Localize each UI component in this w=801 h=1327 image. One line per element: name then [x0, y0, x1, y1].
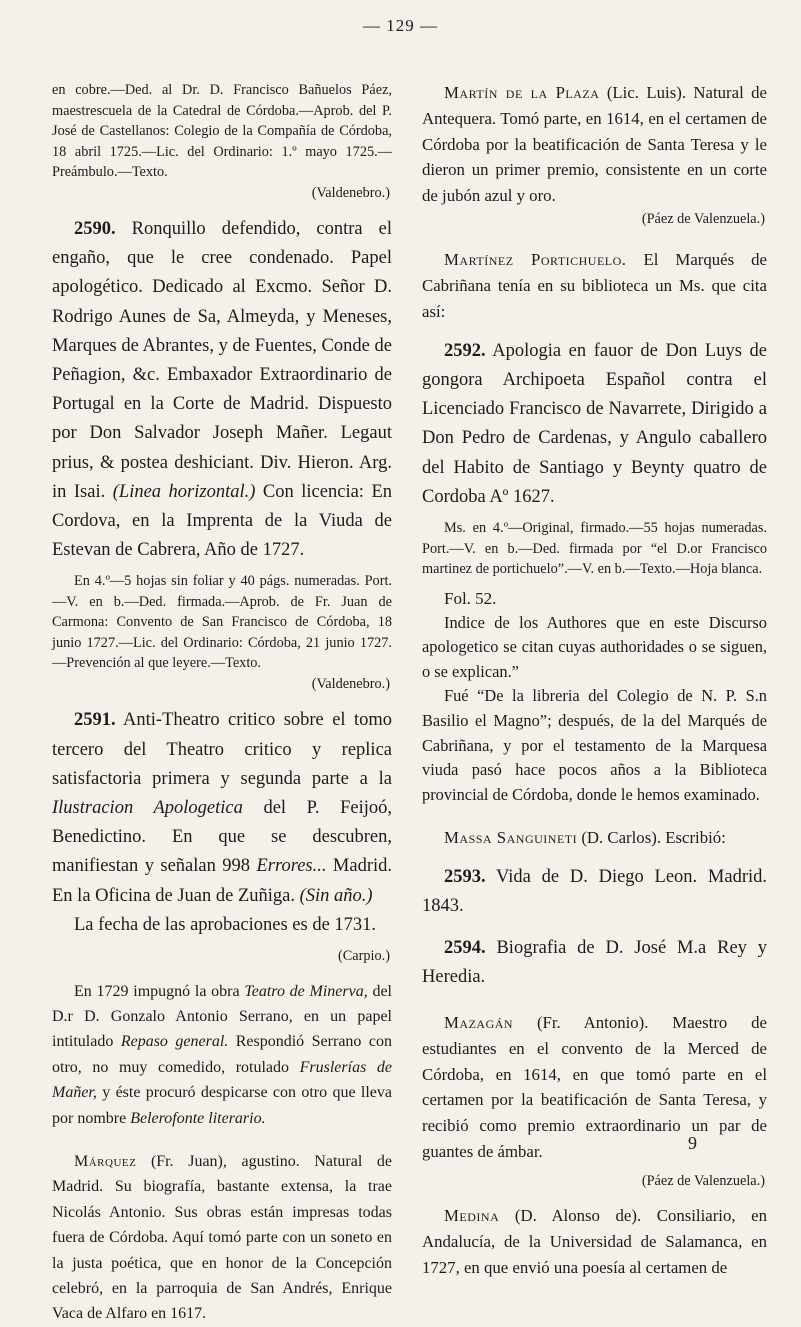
entry-text: Vida de D. Diego Leon. Madrid. 1843. — [422, 867, 768, 917]
author-text: (D. Alonso de). Consiliario, en Andalucía, de la Universidad de Salamanca, en 1727, en que envió una poesía al certamen de — [422, 1206, 767, 1277]
entry-number: 2590. — [74, 219, 116, 239]
note-text: y éste procuró despicarse con otro que lleva por nombre — [52, 1084, 392, 1127]
author-entry-medina — [422, 1203, 767, 1280]
entry-text: del P. Feijoó, Benedictino. En que se descubren, manifiestan y señalan 998 — [52, 798, 392, 877]
entry-text: Madrid. En la Oficina de Juan de Zuñiga. — [52, 856, 392, 906]
entry-2591-note — [52, 979, 392, 1131]
entry-continuation: en cobre.—Ded. al Dr. D. Francisco Bañuelos Páez, maestrescuela de la Catedral de Córdoba.—Aprob. del P. José de Castellanos: Colegio de la Compañía de Córdoba, 18 abril 1725.—Lic. del Ordinario: 1.º mayo 1725.—Preámbulo.—Texto. — [52, 82, 392, 180]
source-citation: (Carpio.) — [337, 948, 390, 965]
author-text: (Lic. Luis). Natural de Antequera. Tomó parte, en 1614, en el certamen de Córdoba por la beatificación de Santa Teresa y le dieron un primer premio, consistente en un corte de jubón azul y oro. — [422, 83, 767, 206]
entry-italic: (Linea horizontal.) — [112, 481, 256, 502]
entry-text: Anti-Theatro critico sobre el tomo tercero del Theatro critico y replica satisfactoria primera y segunda parte a la — [52, 710, 392, 789]
entry-2594 — [422, 934, 767, 992]
signature-mark: 9 — [688, 1133, 697, 1153]
author-text: (D. Carlos). Escribió: — [577, 828, 726, 848]
entry-text: Ronquillo defendido, contra el engaño, que le cree condenado. Papel apologético. Dedicado al Excmo. Señor D. Rodrigo Aunes de Sa, Almeyda, y Meneses, Marques de Abrantes, y de Fuentes, Conde de Peñagion, &c. Embaxador Extraordinario de Portugal en la Corte de Madrid. Dispuesto por Don Salvador Joseph Mañer. Legaut prius, & postea deshiciant. Div. Hieron. Arg. in Isai. — [52, 219, 392, 502]
author-name: Massa Sanguineti — [444, 828, 578, 848]
entry-2590 — [52, 215, 392, 565]
note-text: Respondió Serrano con otro, no muy comedido, rotulado — [52, 1033, 392, 1076]
source-citation: (Páez de Valenzuela.) — [641, 1172, 765, 1189]
entry-number: 2592. — [444, 340, 486, 361]
author-entry-massa — [422, 825, 767, 851]
source-citation: (Valdenebro.) — [311, 675, 390, 692]
note-italic: Repaso general. — [120, 1033, 229, 1051]
provenance-note: Fué “De la libreria del Colegio de N. P. S.n Basilio el Magno”; después, de la del Marqués de Cabriñana, y por el testamento de la Marquesa viuda pasó hace pocos años a la Biblioteca provincial de Córdoba, donde le hemos examinado. — [422, 686, 767, 804]
author-entry-martinez — [422, 247, 767, 324]
entry-2593 — [422, 863, 767, 921]
entry-italic: Ilustracion Apologetica — [52, 798, 243, 819]
author-name: Mazagán — [444, 1012, 514, 1032]
entry-2591 — [52, 706, 392, 910]
left-column — [52, 80, 392, 1327]
right-column — [422, 80, 767, 1281]
author-text: (Fr. Antonio). Maestro de estudiantes en el convento de la Merced de Córdoba, en 1614, en que tomó parte en el certamen por la beatificación de Santa Teresa, y recibió como premio extraordinario un par de guantes de ámbar. — [422, 1012, 767, 1161]
author-name: Martínez Portichuelo. — [444, 250, 627, 270]
note-italic: Fruslerías de Mañer, — [52, 1058, 392, 1102]
folio-reference: Fol. 52. — [444, 588, 497, 608]
page-number: — 129 — — [363, 16, 438, 35]
entry-italic: (Sin año.) — [299, 885, 373, 906]
author-text: El Marqués de Cabriñana tenía en su biblioteca un Ms. que cita así: — [422, 250, 767, 322]
source-citation: (Páez de Valenzuela.) — [641, 210, 765, 227]
entry-number: 2593. — [444, 867, 486, 888]
author-entry-marquez — [52, 1149, 392, 1327]
note-text: En 1729 impugnó la obra — [74, 982, 245, 1000]
entry-2592-description: Ms. en 4.º—Original, firmado.—55 hojas numeradas. Port.—V. en b.—Ded. firmada por “el D.or Francisco martinez de portichuelo”.—V. en b.—Texto.—Hoja blanca. — [422, 520, 767, 578]
author-entry-martin — [422, 80, 767, 209]
entry-text: Apologia en fauor de Don Luys de gongora Archipoeta Español contra el Licenciado Francisco de Navarrete, Dirigido a Don Pedro de Cardenas, y Angulo caballero del Habito de Santiago y Beynty quatro de Cordoba Aº 1627. — [422, 340, 767, 507]
author-name: Martín de la Plaza — [444, 83, 600, 102]
note-italic: Teatro de Minerva, — [244, 982, 368, 1000]
author-entry-mazagan — [422, 1010, 767, 1165]
author-text: (Fr. Juan), agustino. Natural de Madrid. Su biografía, bastante extensa, la trae Nicolás Antonio. Sus obras están impresas todas fuera de Córdoba. Aquí tomó parte con un soneto en la justa poética, que en honor de la Concepción celebró, en la parroquia de San Andrés, Enrique Vaca de Alfaro en 1617. — [52, 1153, 392, 1323]
entry-text: Biografia de D. José M.a Rey y Heredia. — [422, 937, 767, 987]
entry-italic: Errores... — [256, 856, 327, 877]
entry-number: 2591. — [74, 710, 116, 731]
entry-2592 — [422, 337, 767, 512]
entry-number: 2594. — [444, 937, 486, 958]
author-name: Medina — [444, 1206, 500, 1226]
entry-text: Con licencia: En Cordova, en la Imprenta de la Viuda de Estevan de Cabrera, Año de 1727. — [52, 481, 392, 561]
entry-2590-description: En 4.º—5 hojas sin foliar y 40 págs. numeradas. Port.—V. en b.—Ded. firmada.—Aprob. de Fr. Juan de Carmona: Convento de San Francisco de Córdoba, 18 junio 1727.—Lic. del Ordinario: Córdoba, 21 junio 1727.—Prevención al que leyere.—Texto. — [52, 573, 392, 672]
note-italic: Belerofonte literario. — [130, 1109, 266, 1127]
index-quote: Indice de los Authores que en este Discurso apologetico se citan cuyas authoridades o se siguen, o se explican.” — [422, 612, 767, 681]
note-text: del D.r D. Gonzalo Antonio Serrano, en un papel intitulado — [52, 982, 393, 1051]
entry-2591-date-note: La fecha de las aprobaciones es de 1731. — [74, 914, 377, 935]
author-name: Márquez — [74, 1153, 137, 1170]
source-citation: (Valdenebro.) — [311, 184, 390, 201]
